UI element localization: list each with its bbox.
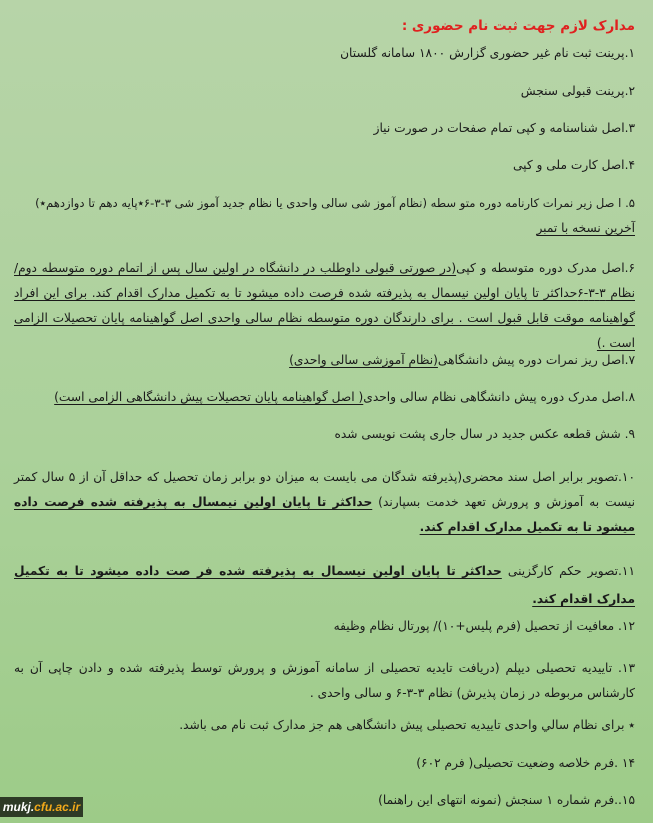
list-item-9: ۹. شش قطعه عکس جدید در سال جاری پشت نویسی شده — [334, 427, 635, 441]
list-item-11-text: ۱۱.تصویر حکم کارگزینی — [501, 564, 635, 578]
list-item-5 — [14, 196, 635, 256]
list-item-8-note: ( اصل گواهینامه پایان تحصیلات پیش دانشگاهی الزامی است) — [54, 390, 364, 404]
footnote: ٭ برای نظام سالي واحدی تاييديه تحصيلی پيش دانشگاهی هم جز مدارک ثبت نام می باشد. — [179, 718, 635, 732]
list-item-3: ۳.اصل شناسنامه و کپی تمام صفحات در صورت نیاز — [373, 121, 635, 135]
list-item-10 — [14, 465, 635, 557]
watermark-subdomain: mukj. — [2, 800, 35, 814]
watermark-domain: cfu.ac.ir — [34, 800, 81, 814]
list-item-12: ۱۲. معافیت از تحصیل (فرم پلیس+۱۰)/ پورتال نظام وظیفه — [333, 619, 635, 633]
list-item-11 — [14, 557, 635, 619]
list-item-5-line1: ۵. ا صل زیر نمرات کارنامه دوره متو سطه (نظام آموز شی سالی واحدی یا نظام جدید آموز شی ۳-۳-۶٭پایه دهم تا دوازدهم٭) — [35, 196, 635, 210]
list-item-1: ۱.پرینت ثبت نام غیر حضوری گزارش ۱۸۰۰ سامانه گلستان — [340, 46, 635, 60]
list-item-10-text: ۱۰.تصویر برابر اصل سند محضری(پذیرفته شدگان می بایست به میزان دو برابر زمان تحصیل که حداقل آن از ۵ سال کمتر نیست به آموزش و پرورش تعهد خدمت بسپارند) — [14, 470, 636, 509]
list-item-6 — [14, 256, 635, 353]
document-title: مدارک لازم جهت ثبت نام حضوری : — [401, 18, 635, 34]
list-item-4: ۴.اصل کارت ملی و کپی — [512, 158, 635, 172]
list-item-5-note: آخرین نسخه با تمبر — [536, 221, 635, 235]
list-item-7 — [14, 353, 635, 390]
list-item-7-note: (نظام آموزشی سالی واحدی) — [289, 353, 438, 367]
list-item-7-text: ۷.اصل ریز نمرات دوره پیش دانشگاهی — [437, 353, 635, 367]
list-item-11-note: حداکثر تا پایان اولین نیسمال به پذیرفته شده فر صت داده میشود تا به تکمیل مدارک اقدام کند. — [14, 564, 635, 606]
list-item-13: ۱۳. تاییدیه تحصیلی دیپلم (دریافت تایدیه تحصیلی از سامانه آموزش و پرورش توسط پذیرفته شده و دادن چاپی آن به کارشناس مربوطه در زمان پذیرش) نظام ۳-۳-۶ و سالی واحدی . — [14, 661, 635, 700]
list-item-8-text: ۸.اصل مدرک دوره پیش دانشگاهی نظام سالی واحدی — [363, 390, 635, 404]
list-item-6-text: ۶.اصل مدرک دوره متوسطه و کپی — [456, 261, 635, 275]
list-item-15: ۱۵..فرم شماره ۱ سنجش (نمونه انتهای این راهنما) — [378, 793, 635, 807]
list-item-10-note: حداکثر تا پایان اولین نیمسال به پذیرفته شده فرصت داده میشود تا به تکمیل مدارک اقدام کند. — [14, 495, 635, 534]
site-watermark — [0, 797, 83, 817]
list-item-2: ۲.پرینت قبولی سنجش — [520, 84, 635, 98]
list-item-14: ۱۴ .فرم خلاصه وضعیت تحصیلی( فرم ۶۰۲) — [416, 756, 635, 770]
list-item-8 — [14, 390, 635, 427]
list-item-6-note: (در صورتی قبولی داوطلب در دانشگاه در اولین سال پس از اتمام دوره متوسطه دوم/ نظام ۳-۳-۶حداکثر تا پایان اولین نیسمال به پذیرفته شده فرصت داده میشود تا به تکمیل مدارک اقدام کند. برای این افراد گواهینامه موقت قابل قبول است . برای دارندگان دوره متوسطه نظام سالی واحدی اصل گواهینامه پایان تحصیلات الزامی است .) — [14, 261, 635, 350]
